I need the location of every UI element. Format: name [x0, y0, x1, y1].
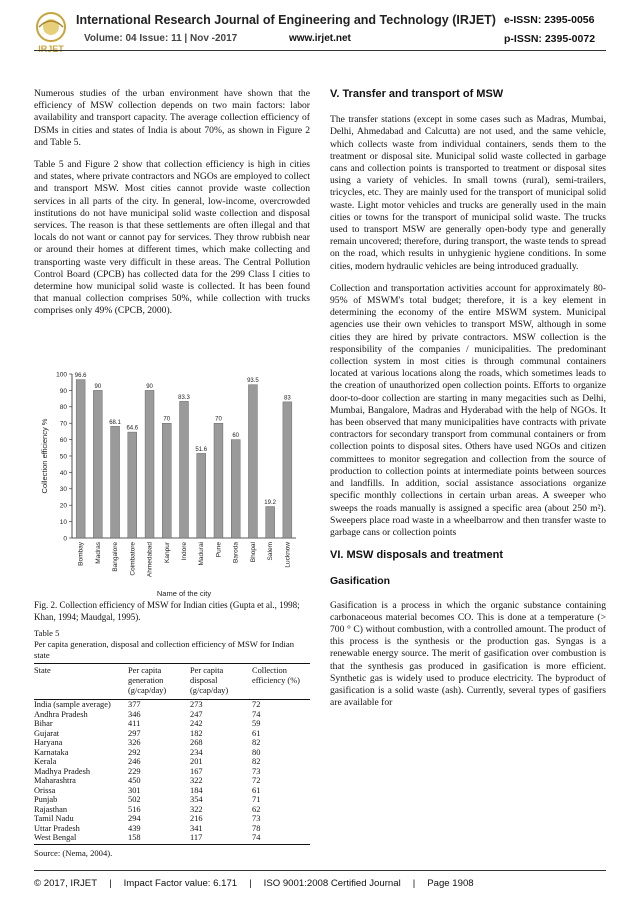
bar-value-label: 90 — [146, 383, 153, 390]
bar-value-label: 90 — [94, 383, 102, 390]
table-row — [34, 833, 310, 844]
cell-disposal: 247 — [190, 709, 203, 719]
footer-impact-factor: Impact Factor value: 6.171 — [123, 878, 238, 889]
table-5 — [34, 628, 310, 858]
bar-ahmedabad — [145, 390, 154, 538]
cell-generation: 292 — [128, 747, 141, 757]
cell-generation: 411 — [128, 719, 141, 728]
cell-efficiency: 61 — [252, 728, 261, 738]
collection-efficiency-chart — [34, 362, 310, 606]
right-column — [330, 88, 606, 719]
bar-coimbatore — [128, 432, 137, 538]
table-row — [34, 786, 310, 796]
msw-state-table — [34, 663, 310, 845]
bar-indore — [180, 401, 189, 538]
bar-bombay — [76, 380, 85, 538]
right-paragraph-1: The transfer stations (except in some cases such as Madras, Mumbai, Delhi, Ahmedabad and Calcutta) are not used, and the same vehicle, which collects waste from individual containers, sends them to the treatment or disposal site. Municipal solid waste collected in garbage cans and collection points is transported to treatment or disposal sites using a variety of vehicles. In small towns (rural), semi-trailers, tricycles, etc. They are mainly used for the transport of municipal solid waste. Light motor vehicles and trucks are generally used in the main cities or towns for the transport of municipal solid waste. The trucks used to transport MSW are generally open-body type and generally remain uncovered; therefore, during transport, the waste tends to spread on the road, which results in unhygienic hygiene conditions. In some cities, modern hydraulic vehicles are being introduced gradually. — [330, 114, 606, 272]
bar-value-label: 93.5 — [247, 378, 259, 385]
table-subtitle: Per capita generation, disposal and collection efficiency of MSW for Indian state — [34, 639, 295, 660]
bar-bangalore — [111, 426, 120, 538]
table-row — [34, 719, 310, 729]
bar-value-label: 60 — [232, 433, 240, 440]
table-row — [34, 824, 310, 834]
table-row — [34, 729, 310, 739]
left-column — [34, 88, 310, 328]
table-row — [34, 757, 310, 767]
cell-efficiency: 73 — [252, 814, 261, 823]
y-tick-label: 10 — [59, 519, 67, 526]
y-tick-label: 50 — [59, 453, 67, 461]
bar-value-label: 70 — [215, 416, 222, 423]
cell-generation: 516 — [128, 804, 141, 814]
cell-generation: 502 — [128, 795, 141, 804]
cell-state: Tamil Nadu — [34, 814, 74, 823]
bar-baroda — [231, 440, 240, 538]
bar-lucknow — [283, 402, 292, 538]
cell-efficiency: 72 — [252, 700, 261, 709]
page-header — [0, 0, 638, 76]
cell-state: Andhra Pradesh — [34, 709, 88, 719]
cell-disposal: 273 — [190, 700, 203, 709]
bar-madras — [93, 390, 102, 538]
journal-website-link[interactable]: www.irjet.net — [289, 33, 351, 44]
y-tick-label: 90 — [59, 387, 67, 395]
cell-efficiency: 71 — [252, 795, 261, 804]
column-header-generation: Per capita generation (g/cap/day) — [128, 664, 190, 700]
cell-state: Orissa — [34, 785, 56, 795]
header-rule — [34, 50, 606, 51]
cell-efficiency: 73 — [252, 766, 261, 776]
subheading-gasification: Gasification — [330, 575, 391, 588]
cell-state: Bihar — [34, 719, 53, 728]
pissn: p-ISSN: 2395-0072 — [504, 33, 596, 45]
y-axis-label: Collection efficiency % — [40, 418, 49, 494]
bar-value-label: 70 — [163, 416, 171, 423]
bar-value-label: 96.6 — [74, 373, 87, 380]
table-source: Source: (Nema, 2004). — [34, 847, 113, 858]
x-tick-label: Bombay — [77, 542, 85, 566]
bar-salem — [266, 507, 275, 538]
cell-disposal: 268 — [190, 738, 203, 747]
bar-value-label: 51.6 — [195, 446, 208, 453]
x-tick-label: Bangalore — [112, 542, 120, 572]
table-row — [34, 805, 310, 815]
column-header-state: State — [34, 664, 128, 700]
x-tick-label: Kanpur — [163, 542, 171, 563]
table-row — [34, 767, 310, 777]
y-tick-label: 80 — [59, 404, 67, 412]
x-tick-label: Indore — [181, 542, 188, 561]
cell-generation: 158 — [128, 833, 190, 844]
x-tick-label: Coimbatore — [129, 542, 137, 576]
volume-issue: Volume: 04 Issue: 11 | Nov -2017 — [84, 33, 238, 44]
bar-value-label: 19.2 — [264, 500, 276, 507]
cell-disposal: 341 — [190, 823, 203, 833]
cell-disposal: 184 — [190, 785, 203, 795]
cell-state: West Bengal — [34, 833, 128, 844]
cell-efficiency: 78 — [252, 823, 261, 833]
journal-title: International Research Journal of Engineering and Technology (IRJET) — [76, 13, 496, 27]
table-row — [34, 776, 310, 786]
right-paragraph-3: Gasification is a process in which the organic substance containing carbonaceous material becomes CO. This is done at a temperature (> 700 ° C) without combustion, with a controlled amount. The product of this process is the synthesis or the production gas. Syngas is a renewable energy source. The merit of gasification over combustion is that the synthesis gas produced in gasification is more efficient. Synthetic gas is widely used to produce electricity. The byproduct of gasification is a solid waste (ash). Currently, several types of gasifiers are available for — [330, 599, 606, 709]
table-row — [34, 710, 310, 720]
cell-generation: 377 — [128, 700, 141, 709]
cell-state: Karnataka — [34, 747, 69, 757]
y-tick-label: 100 — [56, 371, 67, 379]
table-row — [34, 814, 310, 824]
cell-disposal: 322 — [190, 776, 203, 785]
x-tick-label: Madurai — [198, 542, 206, 566]
cell-state: Maharashtra — [34, 776, 76, 785]
x-tick-label: Lucknow — [284, 542, 292, 568]
figure-caption: Fig. 2. Collection efficiency of MSW for Indian cities (Gupta et al., 1998; Khan, 1994; Maudgal, 1995). — [34, 600, 300, 622]
right-paragraph-2: Collection and transportation activities account for approximately 80-95% of MSWM's total budget; therefore, it is a key element in determining the economy of the entire MSWM system. Municipal agencies use their own vehicles to transport MSW, although in some cities they are hired by private contractors. MSW collection is the responsibility of the companies / municipalities. The predominant collection system in most cities is through communal containers located at various locations along the roads, which sometimes leads to the creation of unauthorized open collection points. Efforts to organize door-to-door collection are starting in many megacities such as Delhi, Mumbai, Bangalore, Madras and Hyderabad with the help of NGOs. It has been observed that many municipalities have contracts with private contractors for secondary transport from communal containers or from collection points to disposal sites. Others have used NGOs and citizen committees to monitor segregation and collection from the source of production to collection points at intermediate points between sources and landfills. In addition, social assistance associations organize specific monthly collections in certain urban areas. A sweeper who sweeps the roads manually is assigned a specific area (about 250 m²). Sweepers place road waste in a wheelbarrow and then transfer waste to garbage cans or collection points — [330, 282, 606, 538]
cell-state: Gujarat — [34, 728, 60, 738]
table-row — [34, 738, 310, 748]
cell-efficiency: 62 — [252, 804, 261, 814]
cell-generation: 346 — [128, 709, 141, 719]
cell-generation: 301 — [128, 785, 141, 795]
cell-generation: 297 — [128, 728, 141, 738]
table-row — [34, 748, 310, 758]
cell-efficiency: 74 — [252, 709, 261, 719]
cell-state: Madhya Pradesh — [34, 766, 91, 776]
cell-disposal: 201 — [190, 757, 203, 766]
table-title: Table 5 — [34, 628, 60, 638]
cell-state: Kerala — [34, 757, 57, 766]
cell-disposal: 322 — [190, 804, 203, 814]
cell-disposal: 242 — [190, 719, 203, 728]
table-row — [34, 700, 310, 710]
cell-efficiency: 61 — [252, 785, 261, 795]
left-paragraph-1: Numerous studies of the urban environment have shown that the efficiency of MSW collection depends on two main factors: labor availability and transport capacity. The average collection efficiency of DSMs in cities and states of India is about 70%, as shown in Figure 2 and Table 5. — [34, 88, 310, 148]
cell-disposal: 354 — [190, 795, 203, 804]
cell-state: Punjab — [34, 795, 58, 804]
x-axis-label: Name of the city — [156, 589, 212, 598]
footer-page-number: Page 1908 — [427, 878, 474, 889]
cell-generation: 450 — [128, 776, 141, 785]
x-tick-label: Ahmedabad — [146, 542, 154, 578]
bar-value-label: 68.1 — [109, 419, 121, 426]
bar-bhopal — [248, 385, 257, 538]
x-tick-label: Bhopal — [249, 542, 257, 563]
y-tick-label: 30 — [59, 486, 67, 494]
cell-disposal: 234 — [190, 747, 203, 757]
bar-pune — [214, 423, 223, 538]
left-paragraph-2: Table 5 and Figure 2 show that collection efficiency is high in cities and states, where private contractors and NGOs are employed to collect and transport MSW. Most cities cannot provide waste collection services in all parts of the city. In general, low-income, overcrowded institutions do not have municipal solid waste collection and disposal services. The reason is that these settlements are often illegal and that locals do not want or cannot pay for services. They throw rubbish near or around their homes at different times, which make collecting and transporting waste very difficult in these areas. The Central Pollution Control Board (CPCB) has collected data for the 299 Class I cities to determine how municipal solid waste is collected. It has been found that manual collection comprises 50%, while collection with trucks comprises only 49% (CPCB, 2000). — [34, 159, 310, 317]
bar-value-label: 83 — [284, 395, 291, 402]
cell-generation: 294 — [128, 814, 141, 823]
cell-efficiency: 74 — [252, 833, 310, 844]
cell-generation: 246 — [128, 757, 141, 766]
cell-state: Uttar Pradesh — [34, 823, 80, 833]
cell-efficiency: 59 — [252, 719, 261, 728]
section-heading-disposal: VI. MSW disposals and treatment — [330, 549, 503, 562]
footer-rule — [34, 870, 606, 871]
svg-text:IRJET: IRJET — [38, 44, 64, 54]
bar-madurai — [197, 453, 206, 538]
cell-state: Rajasthan — [34, 804, 68, 814]
column-header-efficiency: Collection efficiency (%) — [252, 664, 310, 700]
cell-state: India (sample average) — [34, 700, 111, 709]
cell-efficiency: 82 — [252, 738, 261, 747]
bar-value-label: 64.6 — [126, 425, 139, 432]
cell-disposal: 117 — [190, 833, 252, 844]
y-tick-label: 20 — [59, 502, 67, 510]
table-header-row — [34, 664, 310, 700]
column-header-disposal: Per capita disposal (g/cap/day) — [190, 664, 252, 700]
cell-disposal: 182 — [190, 728, 203, 738]
x-tick-label: Baroda — [232, 542, 240, 563]
cell-efficiency: 82 — [252, 757, 261, 766]
cell-disposal: 216 — [190, 814, 203, 823]
y-tick-label: 0 — [63, 535, 67, 543]
section-heading-transfer: V. Transfer and transport of MSW — [330, 88, 504, 100]
table-row — [34, 795, 310, 805]
x-tick-label: Madras — [94, 542, 102, 564]
bar-kanpur — [162, 423, 171, 538]
y-tick-label: 60 — [59, 437, 67, 444]
y-tick-label: 40 — [59, 469, 67, 477]
cell-generation: 326 — [128, 738, 141, 747]
footer-copyright: © 2017, IRJET — [34, 878, 98, 889]
bar-value-label: 83.3 — [178, 394, 190, 401]
page-footer: © 2017, IRJET | Impact Factor value: 6.171 | ISO 9001:2008 Certified Journal | Page 1908 — [34, 878, 474, 889]
cell-efficiency: 72 — [252, 776, 261, 785]
cell-disposal: 167 — [190, 766, 203, 776]
x-tick-label: Salem — [267, 542, 275, 561]
cell-generation: 229 — [128, 766, 141, 776]
footer-iso: ISO 9001:2008 Certified Journal — [263, 878, 401, 889]
y-tick-label: 70 — [59, 420, 67, 428]
cell-generation: 439 — [128, 823, 141, 833]
cell-state: Haryana — [34, 738, 63, 747]
eissn: e-ISSN: 2395-0056 — [504, 14, 595, 26]
x-tick-label: Pune — [215, 542, 223, 558]
cell-efficiency: 80 — [252, 747, 261, 757]
